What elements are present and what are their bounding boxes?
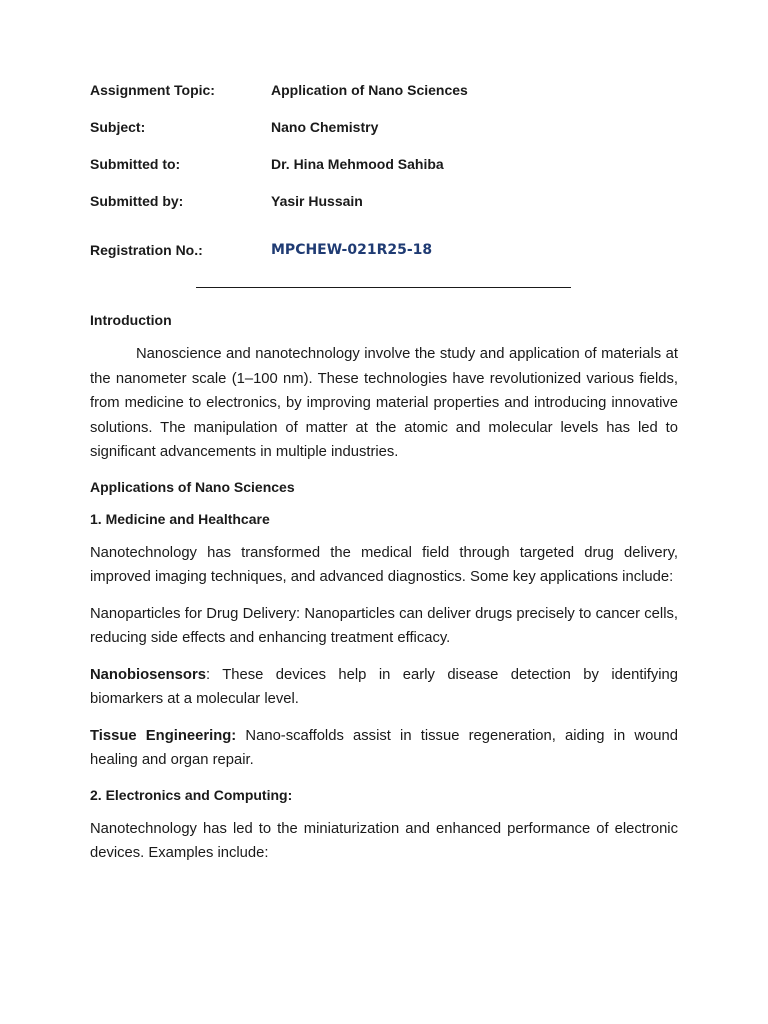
section-divider [196,287,571,288]
info-row-submitted-to [90,156,690,193]
info-row-submitted-by [90,193,690,230]
info-row-topic [90,82,690,119]
term-nanobiosensors: Nanobiosensors [90,666,206,683]
info-value: Yasir Hussain [271,193,363,209]
info-label: Subject: [90,119,146,135]
info-row-subject [90,119,690,156]
info-value: Dr. Hina Mehmood Sahiba [271,156,444,172]
assignment-info [90,82,690,270]
paragraph-tissue-engineering [90,724,678,773]
paragraph-drug-delivery: Nanoparticles for Drug Delivery: Nanoparticles can deliver drugs precisely to cancer cells, reducing side effects and enhancing treatment efficacy. [90,605,678,646]
info-label: Assignment Topic: [90,82,215,98]
info-value: Application of Nano Sciences [271,82,468,98]
info-label: Registration No.: [90,242,203,258]
paragraph-nanobiosensors [90,663,678,712]
info-label: Submitted to: [90,156,181,172]
registration-number: MPCHEW-021R25-18 [271,242,433,258]
document-body [90,310,678,878]
info-label: Submitted by: [90,193,184,209]
heading-introduction: Introduction [90,312,172,328]
heading-medicine: 1. Medicine and Healthcare [90,510,270,527]
text-tissue-engineering: Nano-scaffolds assist in tissue regeneration, aiding in wound healing and organ repair. [90,727,678,768]
term-tissue-engineering: Tissue Engineering: [90,727,237,744]
info-row-registration [90,230,690,270]
heading-electronics: 2. Electronics and Computing: [90,786,293,803]
info-value: Nano Chemistry [271,119,379,135]
text-nanobiosensors: : These devices help in early disease detection by identifying biomarkers at a molecular level. [90,666,678,707]
paragraph-introduction: Nanoscience and nanotechnology involve the study and application of materials at the nanometer scale (1–100 nm). These technologies have revolutionized various fields, from medicine to electronics, by improving material properties and introducing innovative solutions. The manipulation of matter at the atomic and molecular levels has led to significant advancements in multiple industries. [90,346,678,460]
heading-applications: Applications of Nano Sciences [90,478,295,495]
paragraph-medicine-intro: Nanotechnology has transformed the medical field through targeted drug delivery, improved imaging techniques, and advanced diagnostics. Some key applications include: [90,544,678,585]
paragraph-electronics-intro: Nanotechnology has led to the miniaturization and enhanced performance of electronic devices. Examples include: [90,820,678,861]
